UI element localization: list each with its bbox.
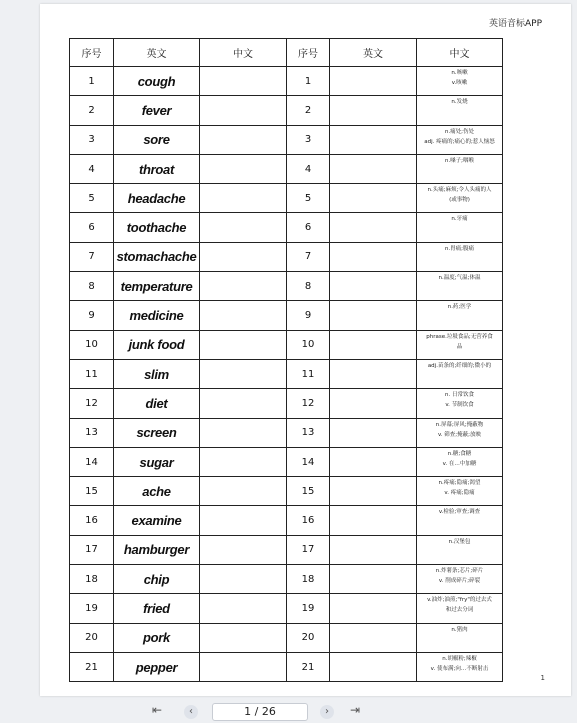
chinese-blank-cell [200, 477, 287, 506]
chinese-meaning-cell [417, 67, 503, 96]
header-chinese-left: 中文 [200, 39, 287, 67]
meaning-line: 品 [456, 343, 463, 350]
table-header-row [70, 39, 503, 67]
row-index-left: 19 [70, 594, 114, 623]
chinese-blank-cell [200, 359, 287, 388]
meaning-line: n.疼痛;隐痛;渴望 [438, 480, 481, 487]
english-blank-cell [330, 301, 417, 330]
meaning-line: v. 节制饮食 [445, 402, 474, 409]
meaning-line: n.温度;气温;体温 [438, 275, 481, 282]
chinese-meaning-cell [417, 301, 503, 330]
english-word: fever [114, 96, 200, 125]
table-row [70, 418, 503, 447]
header-index-right: 序号 [287, 39, 330, 67]
row-index-right: 12 [287, 389, 330, 418]
header-index-left: 序号 [70, 39, 114, 67]
vocabulary-table-body [70, 67, 503, 682]
chinese-blank-cell [200, 594, 287, 623]
table-row [70, 96, 503, 125]
meaning-line: n.咳嗽 [451, 70, 468, 76]
chinese-meaning-cell [417, 506, 503, 535]
pagination-bar [150, 703, 380, 723]
table-row [70, 506, 503, 535]
english-blank-cell [330, 125, 417, 154]
chinese-meaning-cell [417, 623, 503, 652]
chinese-blank-cell [200, 565, 287, 594]
prev-page-icon[interactable]: ‹ [184, 705, 198, 719]
english-blank-cell [330, 359, 417, 388]
english-word: cough [114, 67, 200, 96]
meaning-line: n.糖;食糖 [447, 450, 472, 457]
row-index-left: 21 [70, 652, 114, 681]
english-blank-cell [330, 623, 417, 652]
table-row [70, 477, 503, 506]
meaning-line: n.屏幕;屏风;掩蔽物 [435, 421, 484, 428]
meaning-line: v. 筛查;掩蔽;放映 [437, 431, 482, 438]
english-word: sore [114, 125, 200, 154]
english-word: diet [114, 389, 200, 418]
meaning-line: n.嗓子;咽喉 [444, 157, 475, 164]
row-index-right: 10 [287, 330, 330, 359]
table-row [70, 125, 503, 154]
row-index-left: 11 [70, 359, 114, 388]
chinese-meaning-cell [417, 96, 503, 125]
last-page-icon[interactable]: ⇥ [350, 703, 361, 717]
english-word: screen [114, 418, 200, 447]
document-page [40, 4, 571, 696]
meaning-line: v. 在…中加糖 [442, 460, 477, 467]
row-index-right: 15 [287, 477, 330, 506]
row-index-left: 7 [70, 242, 114, 271]
row-index-left: 17 [70, 535, 114, 564]
chinese-blank-cell [200, 389, 287, 418]
english-word: ache [114, 477, 200, 506]
chinese-blank-cell [200, 154, 287, 183]
meaning-line: n.发烧 [451, 99, 468, 106]
row-index-left: 6 [70, 213, 114, 242]
row-index-right: 9 [287, 301, 330, 330]
chinese-meaning-cell [417, 447, 503, 476]
table-row [70, 242, 503, 271]
chinese-meaning-cell [417, 242, 503, 271]
table-row [70, 594, 503, 623]
english-word: headache [114, 184, 200, 213]
meaning-line: n.猪肉 [451, 626, 468, 633]
english-blank-cell [330, 506, 417, 535]
chinese-blank-cell [200, 535, 287, 564]
chinese-blank-cell [200, 418, 287, 447]
chinese-blank-cell [200, 213, 287, 242]
header-english-left: 英文 [114, 39, 200, 67]
table-row [70, 565, 503, 594]
chinese-blank-cell [200, 506, 287, 535]
table-row [70, 652, 503, 681]
english-blank-cell [330, 67, 417, 96]
english-blank-cell [330, 418, 417, 447]
row-index-left: 15 [70, 477, 114, 506]
english-blank-cell [330, 652, 417, 681]
chinese-blank-cell [200, 242, 287, 271]
chinese-blank-cell [200, 96, 287, 125]
table-row [70, 623, 503, 652]
english-blank-cell [330, 96, 417, 125]
chinese-blank-cell [200, 301, 287, 330]
header-english-right: 英文 [330, 39, 417, 67]
chinese-meaning-cell [417, 565, 503, 594]
meaning-line: n.痛处;伤处 [444, 128, 475, 135]
english-word: stomachache [114, 242, 200, 271]
english-word: pepper [114, 652, 200, 681]
next-page-icon[interactable]: › [320, 705, 334, 719]
meaning-line: (或事物) [449, 197, 470, 204]
chinese-meaning-cell [417, 477, 503, 506]
chinese-meaning-cell [417, 535, 503, 564]
vocabulary-table [69, 38, 503, 682]
chinese-blank-cell [200, 67, 287, 96]
row-index-left: 14 [70, 447, 114, 476]
english-blank-cell [330, 213, 417, 242]
row-index-right: 20 [287, 623, 330, 652]
meaning-line: v. 疼痛;隐痛 [444, 490, 475, 497]
english-word: sugar [114, 447, 200, 476]
table-row [70, 447, 503, 476]
row-index-right: 6 [287, 213, 330, 242]
header-chinese-right: 中文 [417, 39, 503, 67]
table-row [70, 67, 503, 96]
meaning-line: n. 日常饮食 [445, 392, 474, 399]
english-blank-cell [330, 272, 417, 301]
chinese-blank-cell [200, 272, 287, 301]
english-blank-cell [330, 242, 417, 271]
english-blank-cell [330, 330, 417, 359]
meaning-line: n.胡椒粉;辣椒 [442, 655, 477, 662]
table-row [70, 272, 503, 301]
english-word: hamburger [114, 535, 200, 564]
chinese-blank-cell [200, 652, 287, 681]
meaning-line: v.咳嗽 [451, 80, 468, 86]
table-row [70, 359, 503, 388]
meaning-line: n.胃痛;腹痛 [444, 245, 475, 252]
meaning-line: adj. 疼痛的;痛心的;惹人恼怒 [424, 138, 495, 145]
meaning-line: n.牙痛 [451, 216, 468, 223]
row-index-right: 3 [287, 125, 330, 154]
row-index-left: 4 [70, 154, 114, 183]
english-word: examine [114, 506, 200, 535]
row-index-right: 11 [287, 359, 330, 388]
table-row [70, 154, 503, 183]
row-index-right: 1 [287, 67, 330, 96]
chinese-blank-cell [200, 623, 287, 652]
english-blank-cell [330, 447, 417, 476]
english-blank-cell [330, 184, 417, 213]
row-index-right: 16 [287, 506, 330, 535]
row-index-left: 8 [70, 272, 114, 301]
row-index-right: 13 [287, 418, 330, 447]
row-index-right: 19 [287, 594, 330, 623]
row-index-right: 8 [287, 272, 330, 301]
chinese-meaning-cell [417, 330, 503, 359]
table-row [70, 213, 503, 242]
meaning-line: v.检验;审查;调查 [438, 509, 481, 516]
chinese-meaning-cell [417, 418, 503, 447]
row-index-left: 18 [70, 565, 114, 594]
row-index-right: 5 [287, 184, 330, 213]
english-word: pork [114, 623, 200, 652]
app-brand: 英语音标APP [488, 19, 542, 29]
chinese-meaning-cell [417, 652, 503, 681]
table-row [70, 184, 503, 213]
meaning-line: v. 使布满;向…不断射击 [430, 665, 489, 672]
row-index-left: 20 [70, 623, 114, 652]
english-word: temperature [114, 272, 200, 301]
row-index-right: 18 [287, 565, 330, 594]
english-blank-cell [330, 565, 417, 594]
meaning-line: v. 削成碎片;碎裂 [438, 578, 481, 585]
row-index-left: 16 [70, 506, 114, 535]
row-index-right: 2 [287, 96, 330, 125]
table-row [70, 301, 503, 330]
chinese-meaning-cell [417, 272, 503, 301]
chinese-meaning-cell [417, 359, 503, 388]
page-number: 1 [540, 674, 545, 682]
english-blank-cell [330, 535, 417, 564]
chinese-blank-cell [200, 184, 287, 213]
meaning-line: n.头痛;麻烦;令人头痛的人 [427, 187, 492, 194]
page-indicator[interactable]: 1 / 26 [212, 703, 308, 721]
table-row [70, 330, 503, 359]
english-blank-cell [330, 477, 417, 506]
english-word: slim [114, 359, 200, 388]
row-index-left: 13 [70, 418, 114, 447]
row-index-right: 21 [287, 652, 330, 681]
row-index-right: 14 [287, 447, 330, 476]
chinese-blank-cell [200, 125, 287, 154]
first-page-icon[interactable]: ⇤ [152, 703, 163, 717]
chinese-meaning-cell [417, 213, 503, 242]
row-index-left: 12 [70, 389, 114, 418]
chinese-meaning-cell [417, 125, 503, 154]
meaning-line: n.药;医学 [447, 304, 472, 311]
english-word: medicine [114, 301, 200, 330]
table-row [70, 389, 503, 418]
english-word: fried [114, 594, 200, 623]
row-index-left: 2 [70, 96, 114, 125]
meaning-line: n.汉堡包 [448, 538, 471, 545]
english-blank-cell [330, 389, 417, 418]
row-index-right: 4 [287, 154, 330, 183]
chinese-blank-cell [200, 447, 287, 476]
row-index-right: 7 [287, 242, 330, 271]
meaning-line: n.炸薯条;芯片;碎片 [435, 568, 484, 575]
row-index-right: 17 [287, 535, 330, 564]
english-word: junk food [114, 330, 200, 359]
chinese-blank-cell [200, 330, 287, 359]
english-blank-cell [330, 594, 417, 623]
meaning-line: phrase.垃圾食品;无营养食 [426, 333, 493, 340]
row-index-left: 1 [70, 67, 114, 96]
row-index-left: 10 [70, 330, 114, 359]
chinese-meaning-cell [417, 594, 503, 623]
english-blank-cell [330, 154, 417, 183]
chinese-meaning-cell [417, 184, 503, 213]
row-index-left: 5 [70, 184, 114, 213]
meaning-line: adj.苗条的;纤细的;微小的 [427, 362, 492, 369]
meaning-line: v.油炸;油煎;"fry"的过去式 [427, 597, 492, 604]
english-word: throat [114, 154, 200, 183]
meaning-line: 和过去分词 [445, 607, 474, 614]
english-word: chip [114, 565, 200, 594]
chinese-meaning-cell [417, 389, 503, 418]
english-word: toothache [114, 213, 200, 242]
table-row [70, 535, 503, 564]
row-index-left: 3 [70, 125, 114, 154]
chinese-meaning-cell [417, 154, 503, 183]
row-index-left: 9 [70, 301, 114, 330]
